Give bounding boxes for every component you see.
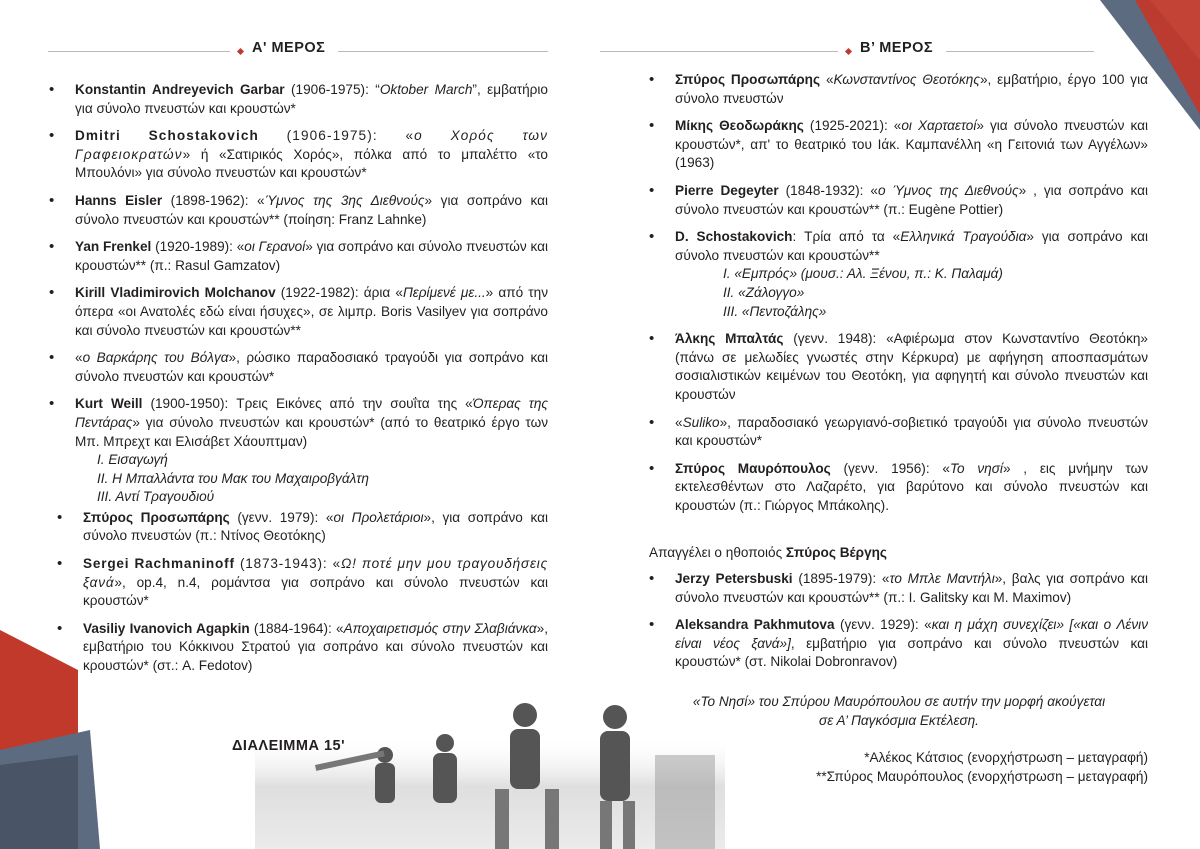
premiere-line: «Το Νησί» του Σπύρου Μαυρόπουλου σε αυτήν την μορφή ακούγεται bbox=[692, 694, 1106, 709]
part-b-program-list bbox=[675, 71, 1148, 524]
program-item: • Yan Frenkel (1920-1989): «οι Γερανοί» για σοπράνο και σύνολο πνευστών και κρουστών** (π.: Rasul Gamzatov) bbox=[75, 238, 548, 275]
part-a-title: Α' ΜΕΡΟΣ bbox=[252, 40, 326, 56]
part-a-header bbox=[0, 40, 600, 64]
greek-songs-list bbox=[675, 265, 1148, 321]
program-item: • D. Schostakovich: Τρία από τα «Ελληνικά Τραγούδια» για σοπράνο και σύνολο πνευστών και κρουστών** I. «Εμπρός» (μουσ.: Αλ. Ξένου, π.: Κ. Παλαμά) II. «Ζάλογγο» III. «Πεντοζάλης» bbox=[675, 228, 1148, 321]
header-diamond bbox=[237, 48, 244, 55]
program-item: • Σπύρος Προσωπάρης (γενν. 1979): «οι Προλετάριοι», για σοπράνο και σύνολο πνευστών (π.: Ντίνος Θεοτόκης) bbox=[83, 509, 548, 546]
premiere-note bbox=[649, 693, 1149, 730]
divider bbox=[338, 51, 548, 52]
program-item: • «ο Βαρκάρης του Βόλγα», ρώσικο παραδοσιακό τραγούδι για σοπράνο και σύνολο πνευστών και κρουστών* bbox=[75, 349, 548, 386]
part-b-header bbox=[600, 40, 1200, 64]
movement: ΙΙ. Η Μπαλλάντα του Μακ του Μαχαιροβγάλτη bbox=[97, 470, 369, 486]
program-item: • Άλκης Μπαλτάς (γενν. 1948): «Αφιέρωμα στον Κωνσταντίνο Θεοτόκη» (πάνω σε μελωδίες γνωστές στην Κέρκυρα) με αφήγηση αποσπασμάτων σοσιαλιστικών κειμένων του Θεοτόκη, για αφηγητή και σύνολο πνευστών και κρουστών bbox=[675, 330, 1148, 404]
song: III. «Πεντοζάλης» bbox=[723, 303, 827, 319]
part-a-program-list bbox=[75, 81, 548, 685]
divider bbox=[946, 51, 1094, 52]
premiere-line: σε Α’ Παγκόσμια Εκτέλεση. bbox=[819, 712, 979, 728]
narrator-line: Απαγγέλει ο ηθοποιός Σπύρος Βέργης bbox=[649, 545, 888, 560]
song: I. «Εμπρός» (μουσ.: Αλ. Ξένου, π.: Κ. Παλαμά) bbox=[723, 266, 1003, 282]
program-item: • Σπύρος Μαυρόπουλος (γενν. 1956): «Το νησί» , εις μνήμην των εκτελεσθέντων στο Λαζαρέτο, για βαρύτονο και σύνολο πνευστών και κρουστών (π.: Γιώργος Μπάκολης). bbox=[675, 460, 1148, 516]
weill-movements bbox=[75, 451, 548, 507]
program-item: • Kirill Vladimirovich Molchanov (1922-1982): άρια «Περίμενέ με...» από την όπερα «οι Ανατολές εδώ είναι ήσυχες», σε λιμπρ. Boris Vasilyev για σοπράνο και σύνολο πνευστών και κρουστών** bbox=[75, 284, 548, 340]
program-item: • Kurt Weill (1900-1950): Τρεις Εικόνες από την σουΐτα της «Όπερας της Πεντάρας» για σύνολο πνευστών και κρουστών* (από το θεατρικό έργο των Μπ. Μπρεχτ και Ελισάβετ Χάουπτμαν) Ι. Εισαγωγή ΙΙ. Η Μπαλλάντα του Μακ του Μαχαιροβγάλτη ΙΙΙ. Αντί Τραγουδιού bbox=[75, 395, 548, 507]
divider bbox=[48, 51, 230, 52]
program-item: • Μίκης Θεοδωράκης (1925-2021): «οι Χαρταετοί» για σύνολο πνευστών και κρουστών*, απ' το θεατρικό του Ιάκ. Καμπανέλλη «η Γειτονιά των Αγγέλων» (1963) bbox=[675, 117, 1148, 173]
program-item: • Dmitri Schostakovich (1906-1975): «ο Χορός των Γραφειοκρατών» ή «Σατιρικός Χορός», πόλκα από το μπαλέττο «το Μπουλόνι» για σύνολο πνευστών και κρουστών* bbox=[75, 127, 548, 183]
program-item: • Aleksandra Pakhmutova (γενν. 1929): «και η μάχη συνεχίζει» [«και ο Λένιν είναι νέος ξανά»], εμβατήριο για σοπράνο και σύνολο πνευστών και κρουστών* (στ. Nikolai Dobronravov) bbox=[675, 616, 1148, 672]
program-item: • Pierre Degeyter (1848-1932): «ο Ύμνος της Διεθνούς» , για σοπράνο και σύνολο πνευστών και κρουστών** (π.: Eugène Pottier) bbox=[675, 182, 1148, 219]
program-item: • Hanns Eisler (1898-1962): «Ύμνος της 3ης Διεθνούς» για σοπράνο και σύνολο πνευστών και κρουστών** (ποίηση: Franz Lahnke) bbox=[75, 192, 548, 229]
song: II. «Ζάλογγο» bbox=[723, 284, 805, 300]
program-item: • Sergei Rachmaninoff (1873-1943): «Ω! ποτέ μην μου τραγουδήσεις ξανά», op.4, n.4, ρομάντσα για σοπράνο και σύνολο πνευστών και κρουστών* bbox=[83, 555, 548, 611]
movement: Ι. Εισαγωγή bbox=[97, 452, 168, 468]
part-b-program-list-2 bbox=[675, 570, 1148, 681]
credit-line: *Αλέκος Κάτσιος (ενορχήστρωση – μεταγραφή) bbox=[864, 750, 1148, 765]
program-item: • «Suliko», παραδοσιακό γεωργιανό-σοβιετικό τραγούδι για σύνολο πνευστών και κρουστών* bbox=[675, 414, 1148, 451]
part-b-page bbox=[600, 0, 1200, 849]
movement: ΙΙΙ. Αντί Τραγουδιού bbox=[97, 489, 215, 505]
program-item: • Σπύρος Προσωπάρης «Κωνσταντίνος Θεοτόκης», εμβατήριο, έργο 100 για σύνολο πνευστών bbox=[675, 71, 1148, 108]
arrangement-credits bbox=[816, 748, 1148, 786]
credit-line: **Σπύρος Μαυρόπουλος (ενορχήστρωση – μεταγραφή) bbox=[816, 769, 1148, 784]
intermission-label: ΔΙΑΛΕΙΜΜΑ 15' bbox=[232, 738, 346, 754]
program-item: • Jerzy Petersbuski (1895-1979): «το Μπλε Μαντήλι», βαλς για σοπράνο και σύνολο πνευστών και κρουστών** (π.: I. Galitsky και M. Maximov) bbox=[675, 570, 1148, 607]
program-item: • Konstantin Andreyevich Garbar (1906-1975): “Oktober March”, εμβατήριο για σύνολο πνευστών και κρουστών* bbox=[75, 81, 548, 118]
part-b-title: Β’ ΜΕΡΟΣ bbox=[860, 40, 934, 56]
program-item: • Vasiliy Ivanovich Agapkin (1884-1964): «Αποχαιρετισμός στην Σλαβιάνκα», εμβατήριο του Κόκκινου Στρατού για σοπράνο και σύνολο πνευστών και κρουστών* (στ.: A. Fedotov) bbox=[83, 620, 548, 676]
header-diamond bbox=[845, 48, 852, 55]
divider bbox=[600, 51, 838, 52]
